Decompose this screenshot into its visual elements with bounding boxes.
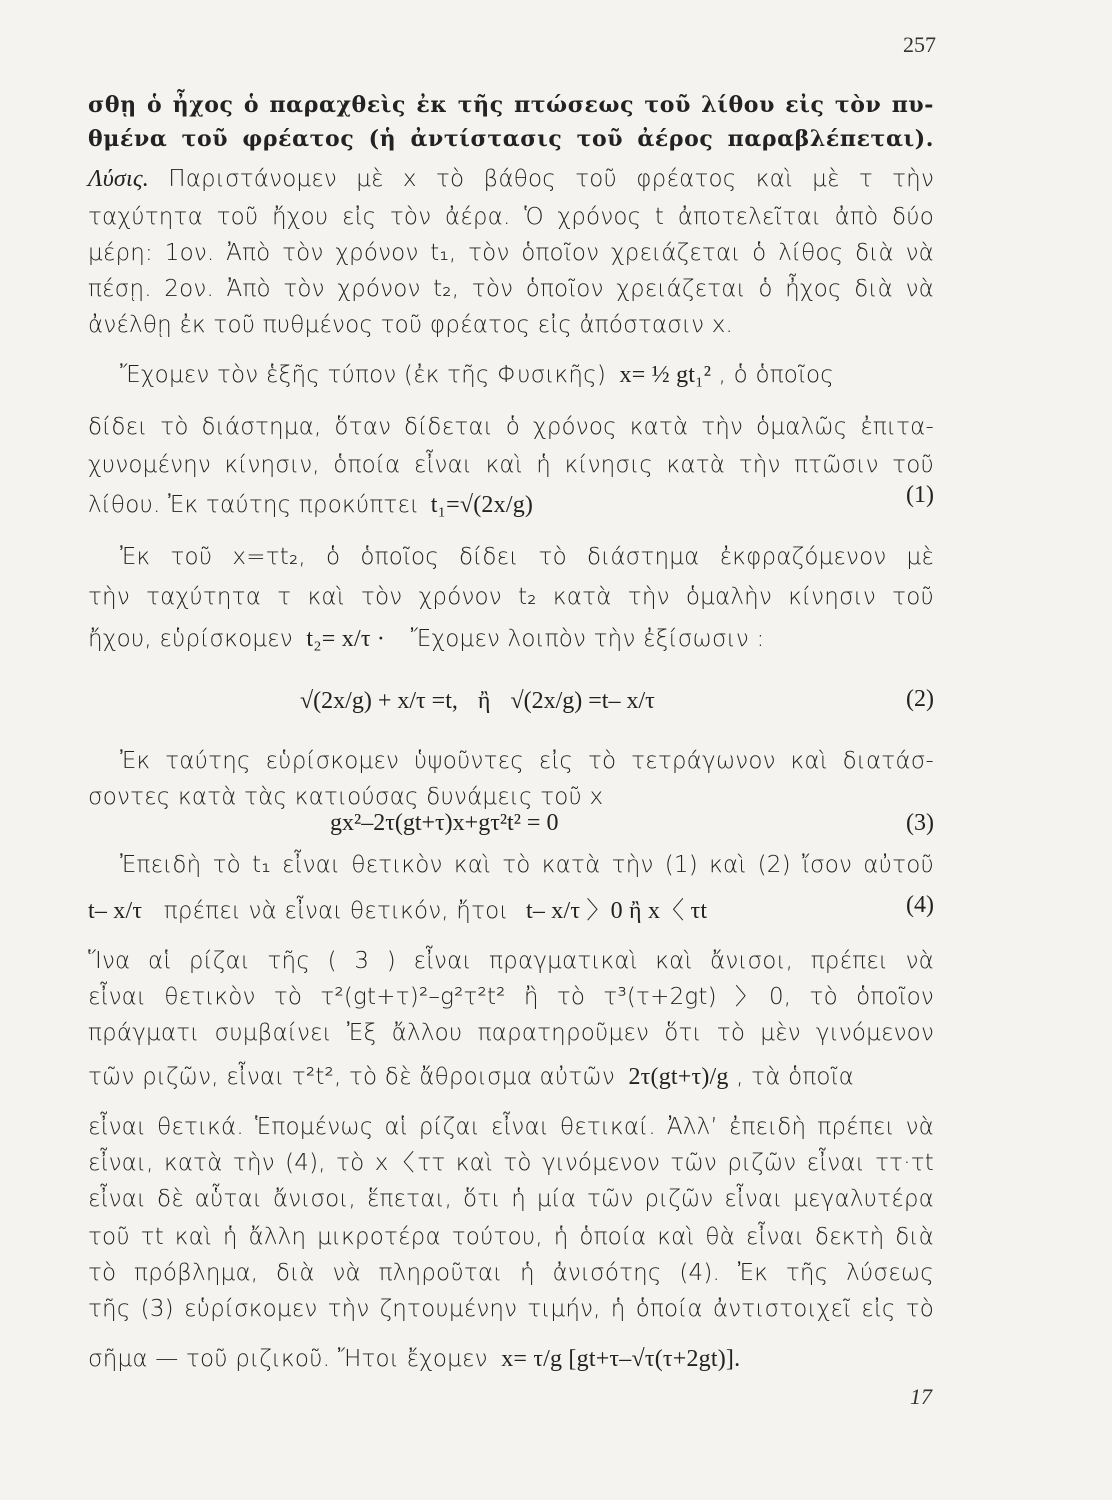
text-line-14-body: ἤχου, εὑρίσκομεν: [88, 626, 293, 652]
text-line-14-tail: Ἔχομεν λοιπὸν τὴν ἐξίσωσιν :: [410, 626, 765, 652]
text-line-19: Ἵνα αἱ ρίζαι τῆς ( 3 ) εἶναι πραγματικαὶ καὶ ἄνισοι, πρέπει νὰ: [88, 948, 934, 974]
text-line-24: εἶναι, κατὰ τὴν (4), τὸ x〈ττ καὶ τὸ γινόμενον τῶν ριζῶν εἶναι ττ·τt: [88, 1150, 934, 1176]
text-line-2: θμένα τοῦ φρέατος (ἡ ἀντίστασις τοῦ ἀέρος παραβλέπεται).: [88, 126, 934, 152]
page-number: 257: [903, 32, 936, 57]
equation-label-2: (2): [906, 686, 934, 712]
solution-label: Λύσις.: [88, 166, 149, 192]
text-line-27: τὸ πρόβλημα, διὰ νὰ πληροῦται ἡ ἀνισότης (4). Ἐκ τῆς λύσεως: [88, 1260, 934, 1286]
text-line-28: τῆς (3) εὑρίσκομεν τὴν ζητουμένην τιμήν, ἡ ὁποία ἀντιστοιχεῖ εἰς τὸ: [88, 1296, 934, 1322]
equation-2: [300, 688, 655, 715]
text-line-18: [88, 896, 788, 926]
text-line-14: [88, 624, 934, 654]
text-line-11: [88, 490, 688, 520]
free-fall-formula: x= ½ gt₁²: [619, 362, 712, 388]
inequality-4: t– x/τ 〉0 ἢ x〈 τt: [526, 898, 708, 924]
text-line-25: εἶναι δὲ αὗται ἄνισοι, ἕπεται, ὅτι ἡ μία τῶν ριζῶν εἶναι μεγαλυτέρα: [88, 1186, 934, 1212]
equation-label-4: (4): [906, 892, 934, 918]
t-minus-formula: t– x/τ: [88, 898, 143, 924]
text-line-10: χυνομένην κίνησιν, ὁποία εἶναι καὶ ἡ κίνησις κατὰ τὴν πτῶσιν τοῦ: [88, 452, 934, 478]
text-line-29-body: σῆμα — τοῦ ριζικοῦ. Ἤτοι ἔχομεν: [88, 1346, 488, 1372]
equation-3: gx²–2τ(gt+τ)x+gτ²t² = 0: [330, 810, 559, 836]
equation-2-right: √(2x/g) =t– x/τ: [510, 688, 655, 714]
final-formula: x= τ/g [gt+τ–√τ(τ+2gt)].: [501, 1346, 741, 1372]
text-line-26: τοῦ τt καὶ ἡ ἄλλη μικροτέρα τούτου, ἡ ὁποία καὶ θὰ εἶναι δεκτὴ διὰ: [88, 1224, 934, 1250]
text-line-4: ταχύτητα τοῦ ἤχου εἰς τὸν ἀέρα. Ὁ χρόνος t ἀποτελεῖται ἀπὸ δύο: [88, 204, 934, 230]
text-line-20: εἶναι θετικὸν τὸ τ²(gt+τ)²–g²τ²t² ἢ τὸ τ³(τ+2gt) 〉0, τὸ ὁποῖον: [88, 984, 934, 1010]
text-line-18-body: πρέπει νὰ εἶναι θετικόν, ἤτοι: [163, 898, 509, 924]
equation-2-left: √(2x/g) + x/τ =t,: [300, 688, 458, 714]
text-line-13: τὴν ταχύτητα τ καὶ τὸν χρόνον t₂ κατὰ τὴν ὁμαλὴν κίνησιν τοῦ: [88, 584, 934, 610]
text-line-6: πέσῃ. 2ον. Ἀπὸ τὸν χρόνον t₂, τὸν ὁποῖον χρειάζεται ὁ ἦχος διὰ νὰ: [88, 276, 934, 302]
text-line-3: [88, 164, 934, 194]
text-line-22-tail: , τὰ ὁποῖα: [736, 1064, 855, 1090]
text-line-22-body: τῶν ριζῶν, εἶναι τ²t², τὸ δὲ ἄθροισμα αὐτῶν: [88, 1064, 615, 1090]
text-line-3-body: Παριστάνομεν μὲ x τὸ βάθος τοῦ φρέατος καὶ μὲ τ τὴν: [168, 166, 934, 192]
t1-formula: t₁=√(2x/g): [430, 492, 534, 518]
sum-of-roots-formula: 2τ(gt+τ)/g: [628, 1064, 729, 1090]
text-line-15: Ἐκ ταύτης εὑρίσκομεν ὑψοῦντες εἰς τὸ τετράγωνον καὶ διατάσ-: [120, 748, 934, 774]
text-line-22: [88, 1062, 934, 1092]
text-line-7: ἀνέλθῃ ἐκ τοῦ πυθμένος τοῦ φρέατος εἰς ἀπόστασιν x.: [88, 312, 734, 338]
text-line-1: σθῃ ὁ ἦχος ὁ παραχθεὶς ἐκ τῆς πτώσεως τοῦ λίθου εἰς τὸν πυ-: [88, 92, 934, 118]
signature-mark: 17: [910, 1384, 932, 1409]
text-line-16: σοντες κατὰ τὰς κατιούσας δυνάμεις τοῦ x: [88, 784, 604, 810]
text-line-23: εἶναι θετικά. Ἑπομένως αἱ ρίζαι εἶναι θετικαί. Ἀλλ’ ἐπειδὴ πρέπει νὰ: [88, 1114, 934, 1140]
text-line-9: δίδει τὸ διάστημα, ὅταν δίδεται ὁ χρόνος κατὰ τὴν ὁμαλῶς ἐπιτα-: [88, 414, 934, 440]
text-line-8-body: Ἔχομεν τὸν ἑξῆς τύπον (ἐκ τῆς Φυσικῆς): [120, 362, 607, 388]
equation-label-3: (3): [906, 810, 934, 836]
text-line-21: πράγματι συμβαίνει Ἐξ ἄλλου παρατηροῦμεν ὅτι τὸ μὲν γινόμενον: [88, 1020, 934, 1046]
text-line-8-tail: , ὁ ὁποῖος: [718, 362, 834, 388]
text-line-11-body: λίθου. Ἐκ ταύτης προκύπτει: [88, 492, 420, 518]
t2-formula: t₂= x/τ ·: [306, 626, 386, 652]
equation-2-or: ἢ: [477, 688, 491, 714]
text-line-5: μέρη: 1ον. Ἀπὸ τὸν χρόνον t₁, τὸν ὁποῖον χρειάζεται ὁ λίθος διὰ νὰ: [88, 240, 934, 266]
text-line-12: Ἐκ τοῦ x=τt₂, ὁ ὁποῖος δίδει τὸ διάστημα ἐκφραζόμενον μὲ: [120, 544, 934, 570]
text-line-17: Ἐπειδὴ τὸ t₁ εἶναι θετικὸν καὶ τὸ κατὰ τὴν (1) καὶ (2) ἴσον αὐτοῦ: [120, 852, 934, 878]
text-line-8: [120, 360, 934, 390]
text-line-29: [88, 1344, 934, 1374]
equation-label-1: (1): [906, 482, 934, 508]
